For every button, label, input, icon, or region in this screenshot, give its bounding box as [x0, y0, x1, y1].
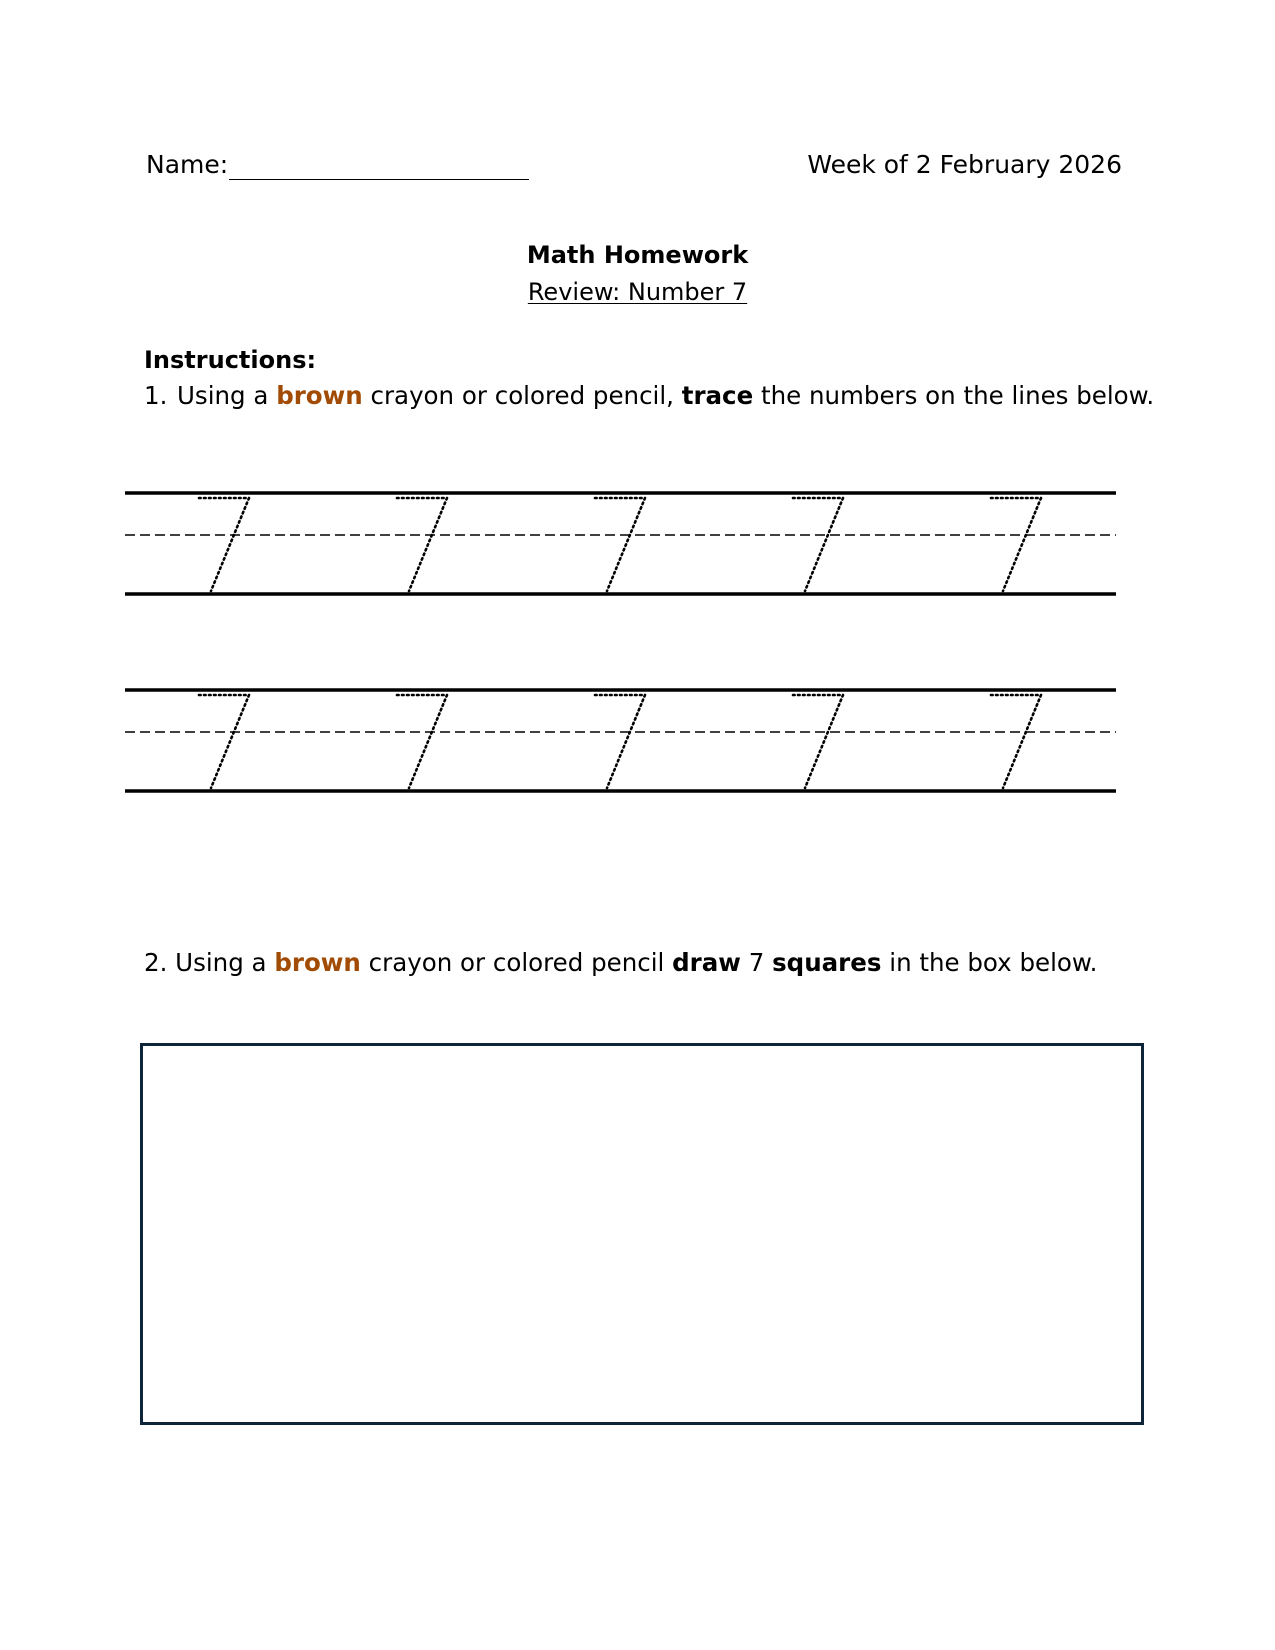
week-date: Week of 2 February 2026: [807, 150, 1122, 179]
dotted-seven-trace-glyph: [793, 695, 843, 788]
dotted-seven-trace-glyph: [793, 498, 843, 591]
dotted-seven-trace-glyph: [595, 695, 645, 788]
step-2-text-c: 7: [740, 948, 773, 977]
page-title: Math Homework: [526, 241, 749, 269]
dotted-seven-trace-glyph: [199, 498, 249, 591]
dotted-seven-trace-glyph: [397, 695, 447, 788]
step-1-text-b: crayon or colored pencil,: [362, 381, 682, 410]
step-1-text-c: the numbers on the lines below.: [753, 381, 1155, 410]
step-2-text-a: 2. Using a: [144, 948, 275, 977]
dotted-seven-trace-glyph: [991, 695, 1041, 788]
instructions-heading: Instructions:: [144, 346, 317, 374]
dotted-seven-trace-glyph: [595, 498, 645, 591]
step-2-text-d: in the box below.: [881, 948, 1098, 977]
step-1-action-word: trace: [681, 381, 754, 410]
step-2-text-b: crayon or colored pencil: [360, 948, 673, 977]
dotted-seven-trace-glyph: [397, 498, 447, 591]
step-1-color-word: brown: [276, 381, 363, 410]
drawing-box[interactable]: [140, 1043, 1144, 1425]
dotted-seven-trace-glyph: [199, 695, 249, 788]
step-2-action-word: draw: [672, 948, 741, 977]
step-1-text-a: Using a: [177, 381, 277, 410]
step-2-color-word: brown: [274, 948, 361, 977]
step-2-object-word: squares: [772, 948, 882, 977]
step-1-number: 1.: [144, 381, 168, 410]
instruction-step-2: [144, 948, 1097, 978]
page-subtitle: Review: Number 7: [527, 278, 748, 306]
dotted-seven-trace-glyph: [991, 498, 1041, 591]
name-label: Name:: [146, 150, 229, 179]
